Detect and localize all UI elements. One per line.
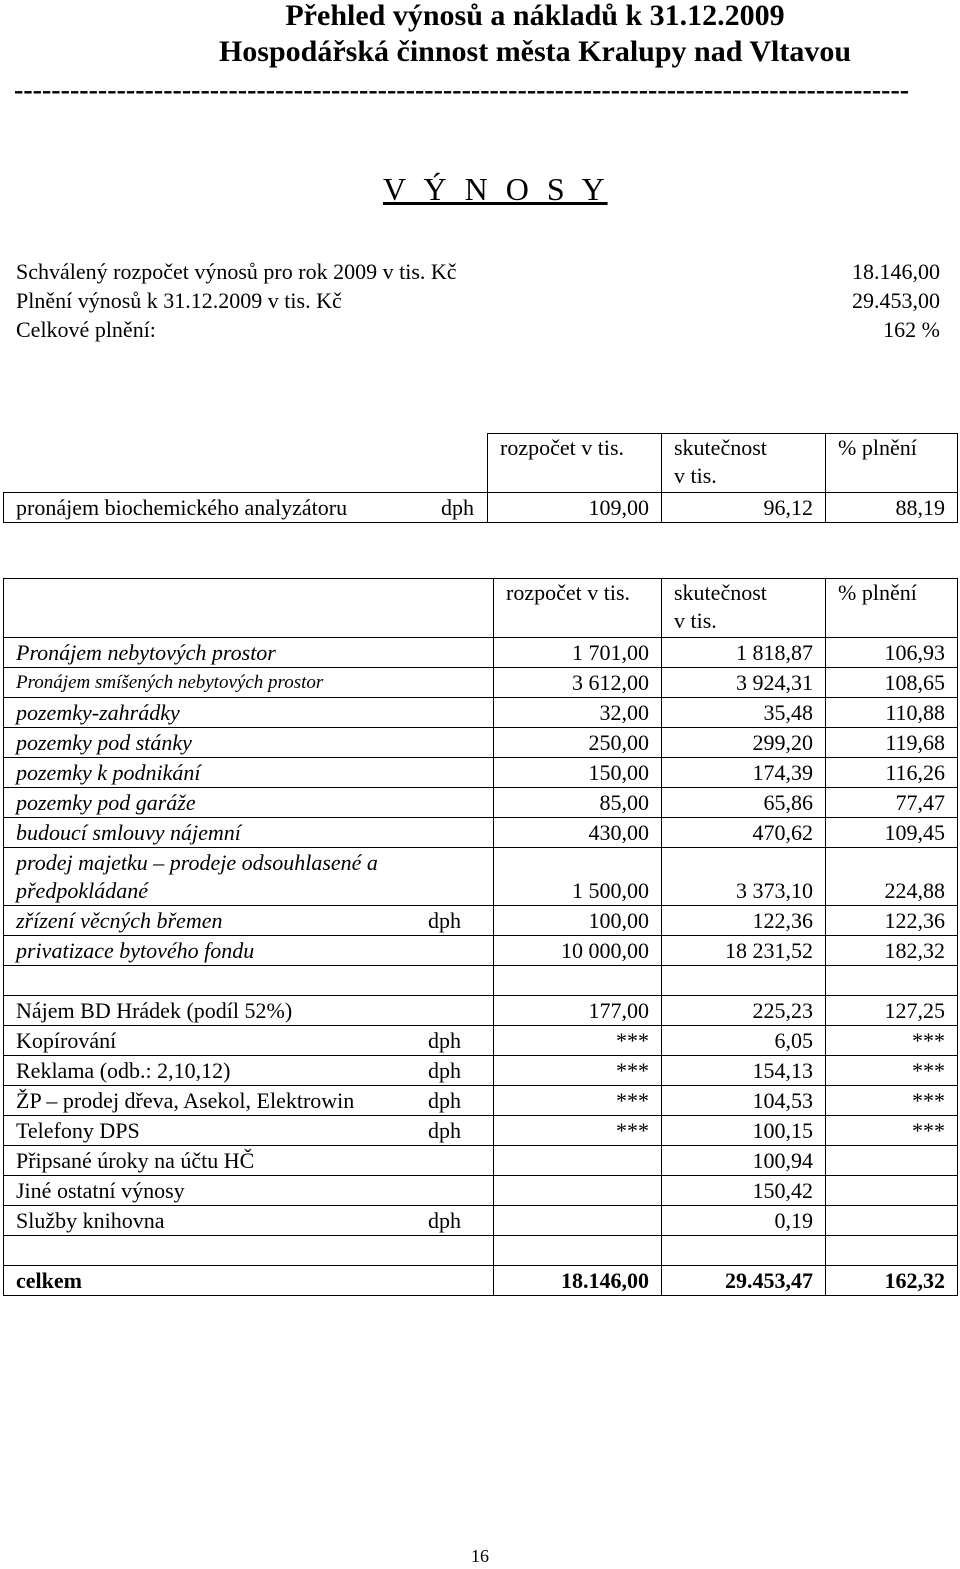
section-heading-vynosy: V Ý N O S Y bbox=[383, 171, 608, 207]
table-row bbox=[4, 1146, 958, 1176]
row-label: Reklama (odb.: 2,10,12) dph bbox=[4, 1056, 494, 1086]
table-row bbox=[4, 906, 958, 936]
row-label: Kopírování dph bbox=[4, 1026, 494, 1056]
table-row bbox=[4, 1176, 958, 1206]
page-number: 16 bbox=[471, 1546, 489, 1566]
percent-cell: 77,47 bbox=[826, 788, 958, 818]
vat-mark: dph bbox=[428, 1208, 461, 1233]
document-title-line1: Přehled výnosů a nákladů k 31.12.2009 bbox=[285, 0, 785, 32]
percent-cell: 116,26 bbox=[826, 758, 958, 788]
row-label: budoucí smlouvy nájemní bbox=[4, 818, 494, 848]
column-header-budget: rozpočet v tis. bbox=[488, 434, 662, 493]
percent-cell: *** bbox=[826, 1026, 958, 1056]
table-row bbox=[4, 493, 958, 523]
actual-cell: 122,36 bbox=[662, 906, 826, 936]
budget-cell bbox=[494, 1146, 662, 1176]
row-label: pozemky pod garáže bbox=[4, 788, 494, 818]
budget-cell: 1 500,00 bbox=[494, 848, 662, 906]
percent-cell: 119,68 bbox=[826, 728, 958, 758]
vat-mark: dph bbox=[428, 1118, 461, 1143]
column-header-budget: rozpočet v tis. bbox=[494, 579, 662, 638]
summary-value: 162 % bbox=[883, 317, 940, 342]
row-label: pozemky pod stánky bbox=[4, 728, 494, 758]
table-row bbox=[4, 638, 958, 668]
budget-cell: 177,00 bbox=[494, 996, 662, 1026]
summary-label: Plnění výnosů k 31.12.2009 v tis. Kč bbox=[16, 288, 342, 313]
actual-cell: 154,13 bbox=[662, 1056, 826, 1086]
actual-cell: 299,20 bbox=[662, 728, 826, 758]
vat-mark: dph bbox=[428, 1058, 461, 1083]
row-label: zřízení věcných břemen dph bbox=[4, 906, 494, 936]
row-label: pronájem biochemického analyzátoru dph bbox=[4, 493, 488, 523]
table-row bbox=[4, 668, 958, 698]
row-label: Jiné ostatní výnosy bbox=[4, 1176, 494, 1206]
budget-cell: 250,00 bbox=[494, 728, 662, 758]
budget-cell: 430,00 bbox=[494, 818, 662, 848]
percent-cell: 106,93 bbox=[826, 638, 958, 668]
table-row bbox=[4, 996, 958, 1026]
row-label: Telefony DPS dph bbox=[4, 1116, 494, 1146]
total-label: celkem bbox=[4, 1266, 494, 1296]
row-label: Nájem BD Hrádek (podíl 52%) bbox=[4, 996, 494, 1026]
total-budget: 18.146,00 bbox=[494, 1266, 662, 1296]
actual-cell: 3 924,31 bbox=[662, 668, 826, 698]
percent-cell: 122,36 bbox=[826, 906, 958, 936]
actual-cell: 1 818,87 bbox=[662, 638, 826, 668]
column-header-actual: skutečnost v tis. bbox=[662, 579, 826, 638]
budget-cell: 150,00 bbox=[494, 758, 662, 788]
summary-label: Schválený rozpočet výnosů pro rok 2009 v tis. Kč bbox=[16, 259, 457, 284]
budget-cell: *** bbox=[494, 1086, 662, 1116]
actual-cell: 18 231,52 bbox=[662, 936, 826, 966]
document-title-line2: Hospodářská činnost města Kralupy nad Vltavou bbox=[218, 35, 852, 68]
analyzer-rental-table bbox=[3, 433, 958, 523]
table-row bbox=[4, 1116, 958, 1146]
summary-value: 29.453,00 bbox=[852, 288, 940, 313]
budget-cell: 10 000,00 bbox=[494, 936, 662, 966]
percent-cell: 110,88 bbox=[826, 698, 958, 728]
budget-cell: 85,00 bbox=[494, 788, 662, 818]
budget-cell: *** bbox=[494, 1026, 662, 1056]
table-row bbox=[4, 1026, 958, 1056]
percent-cell: 224,88 bbox=[826, 848, 958, 906]
budget-cell: 109,00 bbox=[488, 493, 662, 523]
row-label: prodej majetku – prodeje odsouhlasené a předpokládané bbox=[4, 848, 494, 906]
percent-cell bbox=[826, 1176, 958, 1206]
percent-cell: *** bbox=[826, 1116, 958, 1146]
actual-cell: 3 373,10 bbox=[662, 848, 826, 906]
column-header-percent: % plnění bbox=[826, 579, 958, 638]
table-header-row bbox=[4, 579, 958, 638]
budget-cell: *** bbox=[494, 1056, 662, 1086]
column-header-percent: % plnění bbox=[826, 434, 958, 493]
actual-cell: 6,05 bbox=[662, 1026, 826, 1056]
table-row bbox=[4, 758, 958, 788]
row-label: Pronájem nebytových prostor bbox=[4, 638, 494, 668]
actual-cell: 100,15 bbox=[662, 1116, 826, 1146]
row-label: pozemky k podnikání bbox=[4, 758, 494, 788]
actual-cell: 100,94 bbox=[662, 1146, 826, 1176]
table-row bbox=[4, 1086, 958, 1116]
vat-mark: dph bbox=[428, 1088, 461, 1113]
percent-cell bbox=[826, 1206, 958, 1236]
budget-cell: *** bbox=[494, 1116, 662, 1146]
budget-cell: 100,00 bbox=[494, 906, 662, 936]
table-row bbox=[4, 728, 958, 758]
actual-cell: 65,86 bbox=[662, 788, 826, 818]
column-header-actual: skutečnost v tis. bbox=[662, 434, 826, 493]
table-row bbox=[4, 788, 958, 818]
total-percent: 162,32 bbox=[826, 1266, 958, 1296]
actual-cell: 0,19 bbox=[662, 1206, 826, 1236]
percent-cell: 127,25 bbox=[826, 996, 958, 1026]
revenue-table bbox=[3, 578, 958, 1296]
dashed-divider: ------------------------------------------------------------------------------------------------ bbox=[14, 76, 910, 106]
spacer-row bbox=[4, 966, 958, 996]
vat-mark: dph bbox=[428, 908, 461, 933]
row-label: privatizace bytového fondu bbox=[4, 936, 494, 966]
spacer-row bbox=[4, 1236, 958, 1266]
table-row bbox=[4, 818, 958, 848]
table-row bbox=[4, 698, 958, 728]
percent-cell: 182,32 bbox=[826, 936, 958, 966]
actual-cell: 174,39 bbox=[662, 758, 826, 788]
budget-cell bbox=[494, 1206, 662, 1236]
table-row bbox=[4, 1056, 958, 1086]
actual-cell: 35,48 bbox=[662, 698, 826, 728]
percent-cell bbox=[826, 1146, 958, 1176]
percent-cell: 108,65 bbox=[826, 668, 958, 698]
summary-label: Celkové plnění: bbox=[16, 317, 156, 342]
vat-mark: dph bbox=[428, 1028, 461, 1053]
actual-cell: 104,53 bbox=[662, 1086, 826, 1116]
summary-value: 18.146,00 bbox=[852, 259, 940, 284]
budget-cell: 32,00 bbox=[494, 698, 662, 728]
actual-cell: 150,42 bbox=[662, 1176, 826, 1206]
total-actual: 29.453,47 bbox=[662, 1266, 826, 1296]
percent-cell: *** bbox=[826, 1056, 958, 1086]
table-row bbox=[4, 1206, 958, 1236]
actual-cell: 96,12 bbox=[662, 493, 826, 523]
total-row bbox=[4, 1266, 958, 1296]
percent-cell: 88,19 bbox=[826, 493, 958, 523]
vat-mark: dph bbox=[441, 495, 474, 520]
budget-cell: 1 701,00 bbox=[494, 638, 662, 668]
actual-cell: 470,62 bbox=[662, 818, 826, 848]
budget-cell: 3 612,00 bbox=[494, 668, 662, 698]
budget-cell bbox=[494, 1176, 662, 1206]
table-header-row bbox=[4, 434, 958, 493]
row-label: ŽP – prodej dřeva, Asekol, Elektrowin dph bbox=[4, 1086, 494, 1116]
row-label: Služby knihovna dph bbox=[4, 1206, 494, 1236]
row-label: Pronájem smíšených nebytových prostor bbox=[4, 668, 494, 698]
row-label: Připsané úroky na účtu HČ bbox=[4, 1146, 494, 1176]
percent-cell: *** bbox=[826, 1086, 958, 1116]
row-label: pozemky-zahrádky bbox=[4, 698, 494, 728]
actual-cell: 225,23 bbox=[662, 996, 826, 1026]
percent-cell: 109,45 bbox=[826, 818, 958, 848]
table-row bbox=[4, 848, 958, 906]
table-row bbox=[4, 936, 958, 966]
